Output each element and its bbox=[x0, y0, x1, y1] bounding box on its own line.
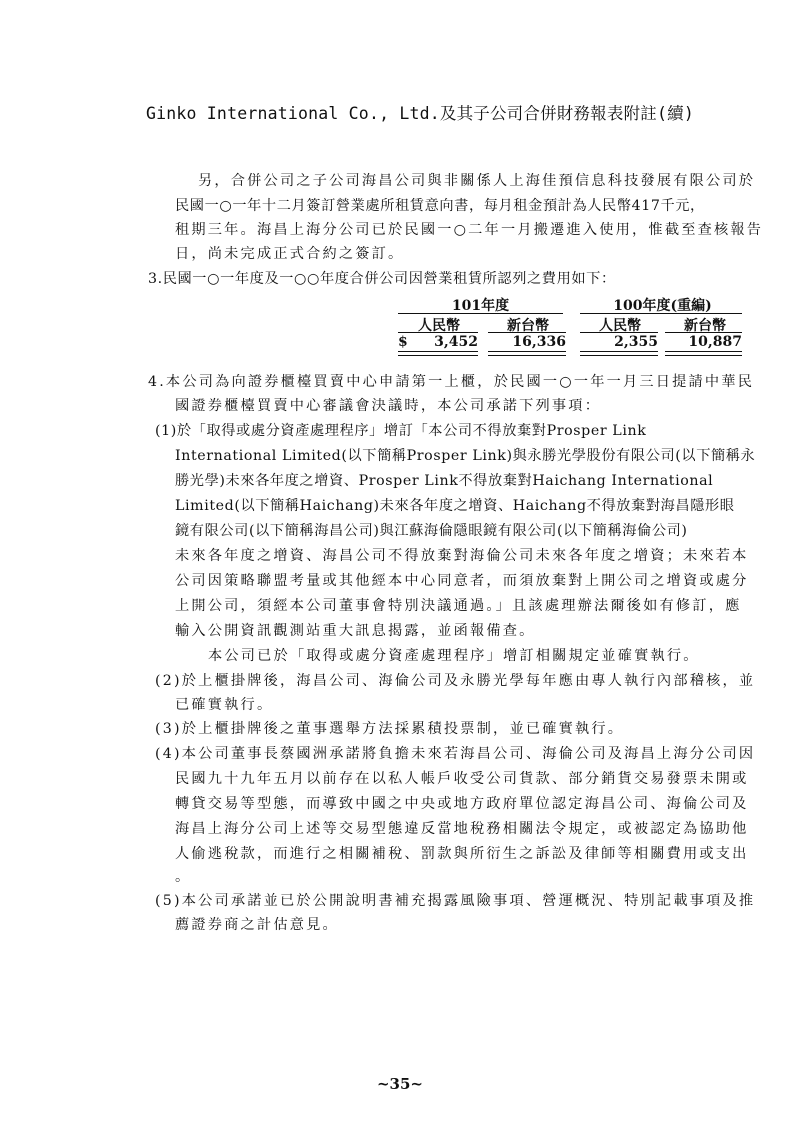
col-rule-3 bbox=[580, 332, 658, 333]
total-rule-1 bbox=[398, 351, 478, 356]
item4-line-3: 轉貸交易等型態，而導致中國之中央或地方政府單位認定海昌公司、海倫公司及 bbox=[175, 796, 749, 812]
item4-line-4: 海昌上海分公司上述等交易型態違反當地稅務相關法令規定，或被認定為協助他 bbox=[175, 821, 749, 837]
item3-line-1: (3)於上櫃掛牌後之董事選舉方法採累積投票制，並已確實執行。 bbox=[155, 721, 625, 737]
item4-line-5: 人偷逃稅款，而進行之相關補稅、罰款與所衍生之訴訟及律師等相關費用或支出 bbox=[175, 846, 749, 862]
item2-line-1: (2)於上櫃掛牌後，海昌公司、海倫公司及永勝光學每年應由專人執行內部稽核，並 bbox=[155, 673, 756, 689]
value-ntd-100: 10,887 bbox=[688, 334, 742, 350]
item1-line-4: Limited(以下簡稱Haichang)未來各年度之增資、Haichang不得放棄對海昌隱形眼 bbox=[175, 498, 735, 514]
intro-line-3: 租期三年。海昌上海分公司已於民國一○二年一月搬遷進入使用，惟截至查核報告 bbox=[175, 222, 764, 238]
item1-line-1: (1)於「取得或處分資產處理程序」增訂「本公司不得放棄對Prosper Link bbox=[155, 423, 647, 439]
col-header-rmb-100: 人民幣 bbox=[599, 318, 641, 334]
item1-line-7: 公司因策略聯盟考量或其他經本中心同意者，而須放棄對上開公司之增資或處分 bbox=[175, 573, 749, 589]
col-rule-4 bbox=[665, 332, 742, 333]
intro-line-1: 另，合併公司之子公司海昌公司與非關係人上海佳預信息科技發展有限公司於 bbox=[198, 173, 756, 189]
intro-line-2: 民國一○一年十二月簽訂營業處所租賃意向書，每月租金預計為人民幣417千元， bbox=[175, 198, 705, 214]
col-header-ntd-100: 新台幣 bbox=[684, 318, 726, 334]
col-header-rmb-101: 人民幣 bbox=[418, 318, 460, 334]
page-title: Ginko International Co., Ltd.及其子公司合併財務報表附註(續) bbox=[146, 104, 694, 123]
item1-line-10: 本公司已於「取得或處分資產處理程序」增訂相關規定並確實執行。 bbox=[208, 648, 700, 664]
item2-line-2: 已確實執行。 bbox=[175, 697, 274, 713]
value-rmb-100: 2,355 bbox=[614, 334, 658, 350]
year-rule-101 bbox=[398, 313, 563, 314]
intro-line-4: 日，尚未完成正式合約之簽訂。 bbox=[175, 246, 405, 262]
item4-line-6: 。 bbox=[175, 869, 192, 885]
value-ntd-101: 16,336 bbox=[512, 334, 566, 350]
item5-line-1: (5)本公司承諾並已於公開說明書補充揭露風險事項、營運概況、特別記載事項及推 bbox=[155, 893, 756, 909]
item1-line-6: 未來各年度之增資、海昌公司不得放棄對海倫公司未來各年度之增資；未來若本 bbox=[175, 548, 749, 564]
col-header-ntd-101: 新台幣 bbox=[507, 318, 549, 334]
item1-line-8: 上開公司，須經本公司董事會特別決議通過。」且該處理辦法爾後如有修訂，應 bbox=[175, 598, 742, 614]
item4-line-2: 民國九十九年五月以前存在以私人帳戶收受公司貨款、部分銷貨交易發票未開或 bbox=[175, 771, 749, 787]
total-rule-2 bbox=[488, 351, 566, 356]
section3-heading: 3.民國一○一年度及一○○年度合併公司因營業租賃所認列之費用如下： bbox=[148, 271, 616, 287]
item5-line-2: 薦證券商之計估意見。 bbox=[175, 917, 339, 933]
item1-line-2: International Limited(以下簡稱Prosper Link)與永勝光學股份有限公司(以下簡稱永 bbox=[175, 448, 756, 464]
col-rule-1 bbox=[398, 332, 478, 333]
total-rule-3 bbox=[580, 351, 658, 356]
year-header-101: 101年度 bbox=[451, 298, 510, 314]
section4-intro-2: 國證券櫃檯買賣中心審議會決議時，本公司承諾下列事項： bbox=[175, 398, 602, 414]
page-number: ~35~ bbox=[376, 1075, 423, 1093]
item4-line-1: (4)本公司董事長蔡國洲承諾將負擔未來若海昌公司、海倫公司及海昌上海分公司因 bbox=[155, 746, 756, 762]
year-rule-100 bbox=[580, 313, 742, 314]
value-rmb-101: 3,452 bbox=[434, 334, 478, 350]
total-rule-4 bbox=[665, 351, 742, 356]
col-rule-2 bbox=[488, 332, 566, 333]
item1-line-9: 輸入公開資訊觀測站重大訊息揭露，並函報備查。 bbox=[175, 623, 536, 639]
currency-symbol: $ bbox=[398, 334, 408, 350]
item1-line-3: 勝光學)未來各年度之增資、Prosper Link不得放棄對Haichang International bbox=[175, 473, 714, 489]
year-header-100: 100年度(重編) bbox=[613, 298, 712, 314]
section4-intro-1: 4.本公司為向證券櫃檯買賣中心申請第一上櫃，於民國一○一年一月三日提請中華民 bbox=[148, 374, 755, 390]
item1-line-5: 鏡有限公司(以下簡稱海昌公司)與江蘇海倫隱眼鏡有限公司(以下簡稱海倫公司) bbox=[175, 523, 688, 539]
